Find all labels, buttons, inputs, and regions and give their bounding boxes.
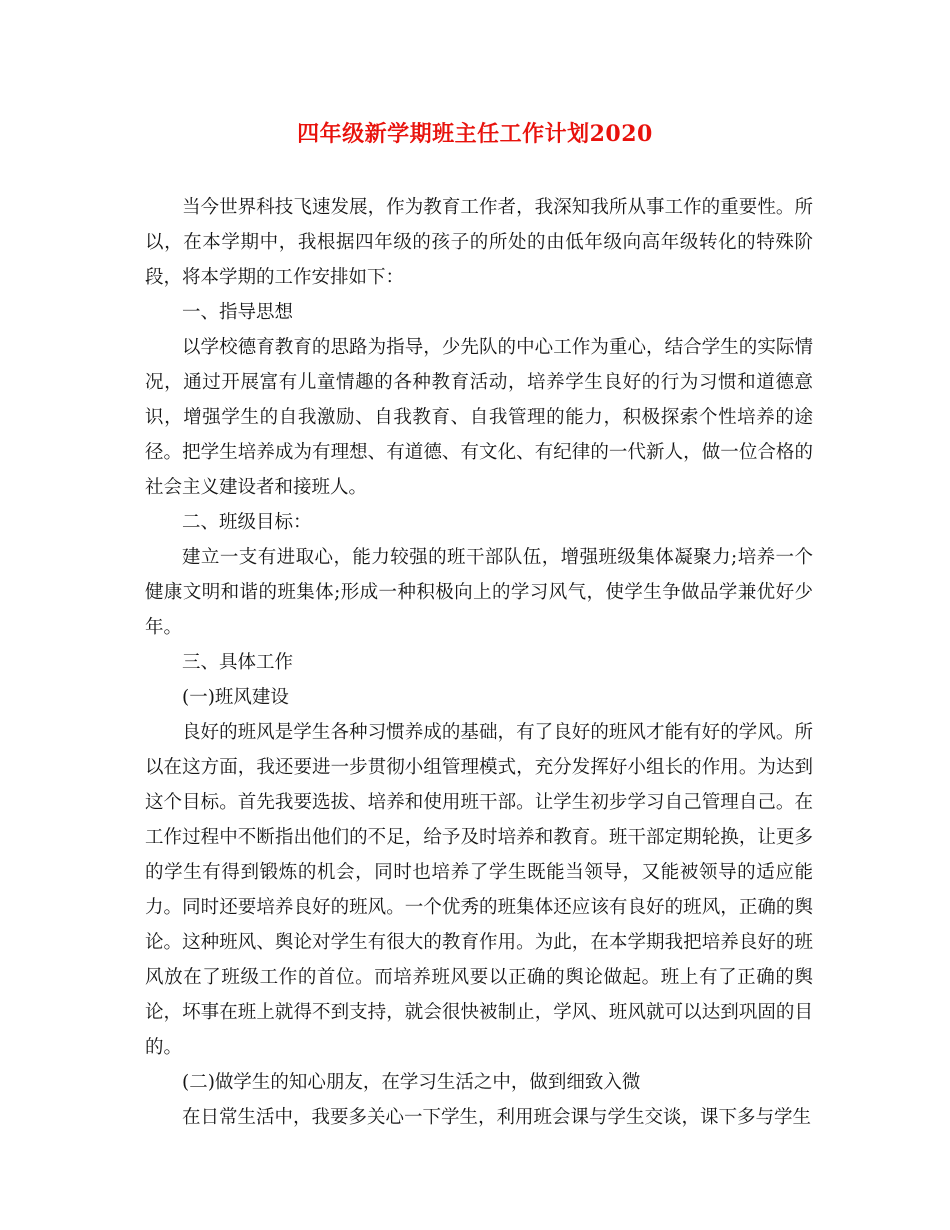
paragraph-class-style: 良好的班风是学生各种习惯养成的基础，有了良好的班风才能有好的学风。所以在这方面，我还要进一步贯彻小组管理模式，充分发挥好小组长的作用。为达到这个目标。首先我要选拔、培养和使用班干部。让学生初步学习自己管理自己。在工作过程中不断指出他们的不足，给予及时培养和教育。班干部定期轮换，让更多的学生有得到锻炼的机会，同时也培养了学生既能当领导，又能被领导的适应能力。同时还要培养良好的班风。一个优秀的班集体还应该有良好的班风，正确的舆论。这种班风、舆论对学生有很大的教育作用。为此，在本学期我把培养良好的班风放在了班级工作的首位。而培养班风要以正确的舆论做起。班上有了正确的舆论，坏事在班上就得不到支持，就会很快被制止，学风、班风就可以达到巩固的目的。 [145, 722, 813, 1058]
section-heading-guiding-ideology: 一、指导思想 [182, 302, 294, 323]
section-heading-class-goals: 二、班级目标： [182, 512, 312, 533]
document-body [145, 190, 813, 1135]
paragraph-guiding-ideology: 以学校德育教育的思路为指导，少先队的中心工作为重心，结合学生的实际情况，通过开展富有儿童情趣的各种教育活动，培养学生良好的行为习惯和道德意识，增强学生的自我激励、自我教育、自我管理的能力，积极探索个性培养的途径。把学生培养成为有理想、有道德、有文化、有纪律的一代新人，做一位合格的社会主义建设者和接班人。 [145, 337, 813, 498]
paragraph-class-goals: 建立一支有进取心，能力较强的班干部队伍，增强班级集体凝聚力;培养一个健康文明和谐的班集体;形成一种积极向上的学习风气，使学生争做品学兼优好少年。 [145, 547, 813, 638]
subheading-class-style: (一)班风建设 [182, 687, 289, 708]
intro-paragraph: 当今世界科技飞速发展，作为教育工作者，我深知我所从事工作的重要性。所以，在本学期中，我根据四年级的孩子的所处的由低年级向高年级转化的特殊阶段，将本学期的工作安排如下： [145, 197, 813, 288]
document-title: 四年级新学期班主任工作计划2020 [297, 121, 653, 147]
subheading-student-friend: (二)做学生的知心朋友，在学习生活之中，做到细致入微 [182, 1072, 641, 1093]
section-heading-specific-work: 三、具体工作 [182, 652, 294, 673]
paragraph-daily-life: 在日常生活中，我要多关心一下学生，利用班会课与学生交谈，课下多与学生 [182, 1107, 812, 1128]
